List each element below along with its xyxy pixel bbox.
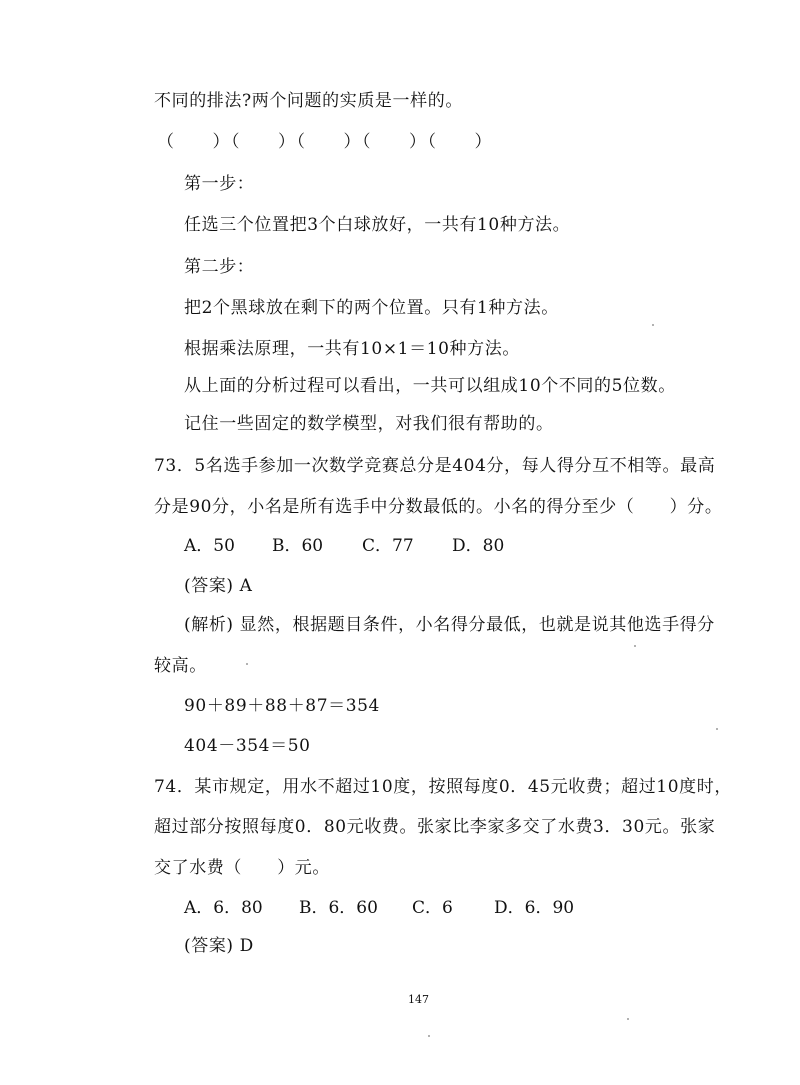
question-73-answer: (答案) A: [184, 576, 253, 596]
question-73-stem: 分是90分，小名是所有选手中分数最低的。小名的得分至少（ ）分。: [154, 497, 723, 517]
option-c: C．6: [412, 898, 453, 918]
question-74-stem: 交了水费（ ）元。: [154, 858, 330, 878]
text-line: 记住一些固定的数学模型，对我们很有帮助的。: [184, 414, 554, 434]
scan-speck: [428, 1035, 430, 1037]
question-73-analysis: 较高。: [154, 656, 207, 676]
option-d: D．80: [452, 536, 505, 556]
text-line: 任选三个位置把3个白球放好，一共有10种方法。: [184, 215, 571, 235]
option-d: D．6．90: [494, 898, 575, 918]
question-73-analysis: (解析) 显然，根据题目条件，小名得分最低，也就是说其他选手得分: [184, 615, 715, 635]
option-a: A．50: [184, 536, 235, 556]
option-c: C．77: [362, 536, 414, 556]
step-one-heading: 第一步：: [184, 174, 255, 194]
step-two-heading: 第二步：: [184, 257, 255, 277]
question-74-stem: 超过部分按照每度0．80元收费。张家比李家多交了水费3．30元。张家: [154, 817, 716, 837]
text-line: 根据乘法原理，一共有10×1＝10种方法。: [184, 339, 520, 359]
scan-speck: [652, 324, 654, 326]
blank-parentheses-line: （ ）（ ）（ ）（ ）（ ）: [157, 132, 493, 152]
scan-speck: [634, 645, 636, 647]
calculation-line: 404－354＝50: [184, 736, 311, 756]
option-b: B．6．60: [299, 898, 378, 918]
scan-speck: [716, 728, 718, 730]
text-line: 把2个黑球放在剩下的两个位置。只有1种方法。: [184, 298, 559, 318]
text-line: 从上面的分析过程可以看出，一共可以组成10个不同的5位数。: [184, 376, 676, 396]
option-b: B．60: [272, 536, 324, 556]
text-line: 不同的排法?两个问题的实质是一样的。: [154, 91, 463, 111]
page-number: 147: [408, 993, 429, 1006]
question-74-stem: 74．某市规定，用水不超过10度，按照每度0．45元收费；超过10度时，: [154, 777, 732, 797]
option-a: A．6．80: [184, 898, 263, 918]
question-74-answer: (答案) D: [184, 936, 254, 956]
scan-speck: [246, 663, 248, 665]
calculation-line: 90＋89＋88＋87＝354: [184, 696, 380, 716]
question-73-stem: 73．5名选手参加一次数学竞赛总分是404分，每人得分互不相等。最高: [154, 456, 716, 476]
scan-speck: [627, 1018, 629, 1020]
